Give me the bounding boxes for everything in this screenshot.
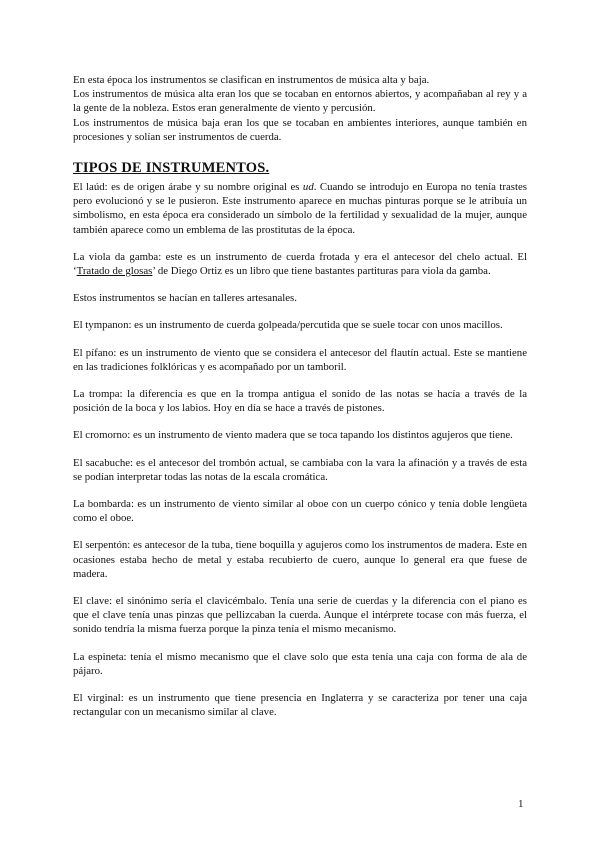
paragraph-sacabuche: El sacabuche: es el antecesor del trombón actual, se cambiaba con la vara la afinación y a través de esta se podían interpretar todas las notas de la escala cromática. — [73, 456, 527, 483]
paragraph-espineta: La espineta: tenía el mismo mecanismo que el clave solo que esta tenía una caja con forma de ala de pájaro. — [73, 650, 527, 677]
section-heading: TIPOS DE INSTRUMENTOS. — [73, 160, 270, 177]
paragraph-tympanon: El tympanon: es un instrumento de cuerda golpeada/percutida que se suele tocar con unos macillos. — [73, 319, 503, 332]
paragraph-virginal: El virginal: es un instrumento que tiene presencia en Inglaterra y se caracteriza por tener una caja rectangular con un mecanismo similar al clave. — [73, 692, 527, 719]
viola-text-before: La viola da gamba: este es un instrumento de cuerda frotada y era el antecesor del chelo actual. El ‘ — [73, 250, 527, 278]
intro-paragraph-musica-alta: Los instrumentos de música alta eran los que se tocaban en entornos abiertos, y acompañaban al rey y a la gente de la nobleza. Estos eran generalmente de viento y percusión. — [73, 88, 527, 115]
paragraph-viola-da-gamba — [73, 250, 527, 278]
laud-text-after: . Cuando se introdujo en Europa no tenía trastes pero evolucionó y se le pusieron. Este instrumento aparece en muchas pinturas porque se le atribuía un simbolismo, en esta época era considerado un símbolo de la fertilidad y sexualidad de la mujer, aunque también aparece como un emblema de las prostitutas de la época. — [73, 181, 527, 236]
paragraph-bombarda: La bombarda: es un instrumento de viento similar al oboe con un cuerpo cónico y tenía doble lengüeta como el oboe. — [73, 498, 527, 525]
page-number: 1 — [518, 798, 524, 810]
intro-section — [73, 73, 527, 144]
paragraph-cromorno: El cromorno: es un instrumento de viento madera que se toca tapando los distintos agujeros que tiene. — [73, 429, 513, 442]
laud-italic-term: ud — [302, 181, 314, 194]
intro-paragraph-musica-baja: Los instrumentos de música baja eran los que se tocaban en ambientes interiores, aunque también en procesiones y solían ser instrumentos de cuerda. — [73, 116, 527, 143]
document-body — [73, 73, 527, 733]
paragraph-pifano: El pífano: es un instrumento de viento que se considera el antecesor del flautín actual. Este se mantiene en las tradiciones folklóricas y es acompañado por un tamboril. — [73, 346, 527, 373]
paragraph-trompa: La trompa: la diferencia es que en la trompa antigua el sonido de las notas se hacía a través de la posición de la boca y los labios. Hoy en día se hace a través de pistones. — [73, 388, 527, 415]
intro-line-classification: En esta época los instrumentos se clasifican en instrumentos de música alta y baja. — [73, 74, 430, 86]
paragraph-talleres: Estos instrumentos se hacían en talleres artesanales. — [73, 292, 297, 305]
paragraph-clave: El clave: el sinónimo sería el clavicémbalo. Tenía una serie de cuerdas y la diferencia con el piano es que el clave tenía unas pinzas que pellizcaban la cuerda. Aunque el intérprete tocase con más fuerza, el sonido tendría la misma fuerza porque la pinza tenía el mismo mecanismo. — [73, 595, 527, 636]
paragraph-serpenton: El serpentón: es antecesor de la tuba, tiene boquilla y agujeros como los instrumentos de madera. Este en ocasiones estaba hecho de metal y estaba recubierto de cuero, aunque lo general era que fuese de madera. — [73, 539, 527, 580]
paragraph-laud — [73, 180, 527, 237]
viola-text-after: ’ de Diego Ortiz es un libro que tiene bastantes partituras para viola da gamba. — [152, 265, 491, 278]
laud-text-before: El laúd: es de origen árabe y su nombre original es — [73, 181, 303, 194]
tratado-de-glosas-link[interactable]: Tratado de glosas — [76, 265, 153, 278]
